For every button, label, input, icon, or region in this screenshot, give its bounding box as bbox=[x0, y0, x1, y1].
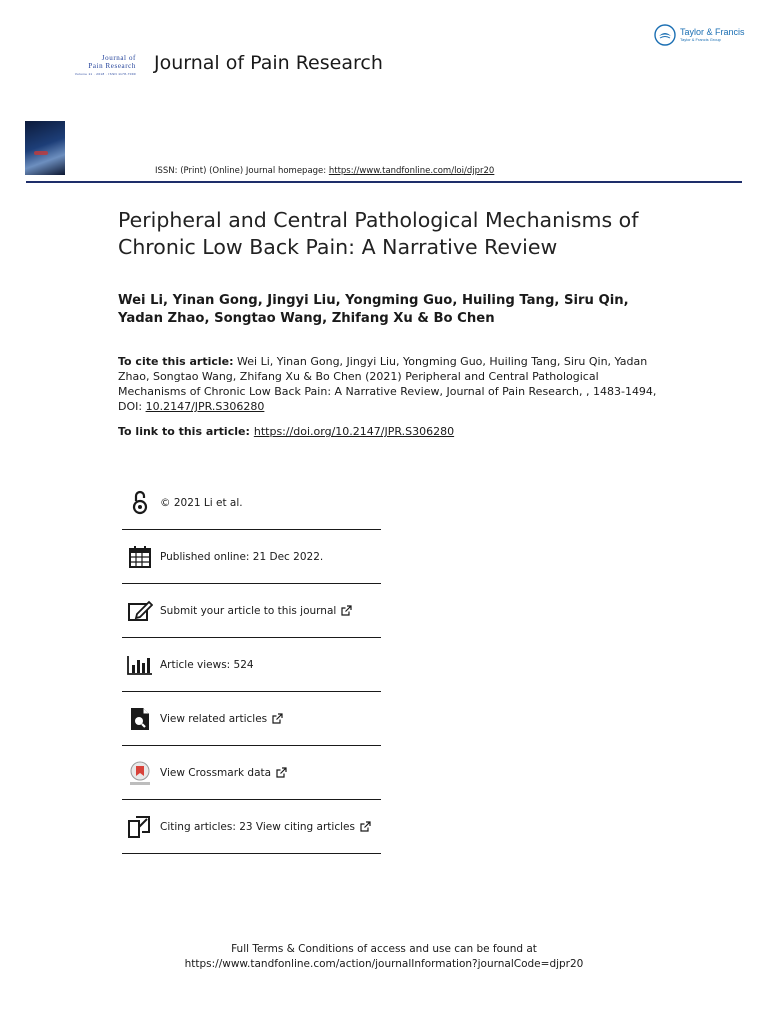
cite-label: To cite this article: bbox=[118, 355, 234, 368]
issn-text: ISSN: (Print) (Online) Journal homepage: bbox=[155, 166, 329, 176]
journal-cover-image bbox=[25, 121, 65, 175]
info-submit[interactable] bbox=[122, 584, 381, 638]
open-access-icon bbox=[126, 489, 154, 517]
publisher-text bbox=[680, 28, 745, 42]
views-text: Article views: 524 bbox=[160, 658, 254, 671]
journal-title: Journal of Pain Research bbox=[154, 52, 383, 74]
journal-logo-line1: Journal of bbox=[101, 54, 136, 62]
info-published bbox=[122, 530, 381, 584]
article-doi-url[interactable]: https://doi.org/10.2147/JPR.S306280 bbox=[253, 425, 455, 438]
link-label: To link to this article: bbox=[118, 425, 250, 438]
info-related[interactable] bbox=[122, 692, 381, 746]
footer-terms-url[interactable]: https://www.tandfonline.com/action/journalInformation?journalCode=djpr20 bbox=[184, 958, 584, 970]
related-link[interactable] bbox=[160, 713, 283, 725]
issn-line bbox=[155, 166, 494, 176]
cite-text: Wei Li, Yinan Gong, Jingyi Liu, Yongming Guo, Huiling Tang, Siru Qin, Yadan Zhao, Songtao Wang, Zhifang Xu & Bo Chen (2021) Peripheral and Central Pathological Mechanisms of Chronic Low Back Pain: A Narrative Review, Journal of Pain Research, , 1483-1494, DOI: bbox=[118, 355, 657, 413]
external-link-icon bbox=[360, 821, 371, 832]
article-authors: Wei Li, Yinan Gong, Jingyi Liu, Yongming Guo, Huiling Tang, Siru Qin, Yadan Zhao, Songtao Wang, Zhifang Xu & Bo Chen bbox=[118, 293, 629, 326]
calendar-icon bbox=[126, 543, 154, 571]
document-search-icon bbox=[126, 705, 154, 733]
publisher-logo[interactable] bbox=[654, 21, 750, 49]
article-link bbox=[118, 424, 658, 439]
related-text: View related articles bbox=[160, 712, 268, 725]
citing-text: Citing articles: 23 View citing articles bbox=[160, 820, 355, 833]
journal-logo bbox=[56, 54, 136, 80]
info-views bbox=[122, 638, 381, 692]
copyright-text: © 2021 Li et al. bbox=[160, 496, 243, 509]
info-citing[interactable] bbox=[122, 800, 381, 854]
external-link-icon bbox=[276, 767, 287, 778]
publisher-group: Taylor & Francis Group bbox=[680, 37, 721, 42]
external-link-icon bbox=[272, 713, 283, 724]
journal-logo-line2: Pain Research bbox=[88, 62, 136, 70]
submit-text: Submit your article to this journal bbox=[160, 604, 337, 617]
info-copyright bbox=[122, 476, 381, 530]
taylor-francis-icon bbox=[654, 24, 676, 46]
citing-link[interactable] bbox=[160, 821, 371, 833]
edit-icon bbox=[126, 597, 154, 625]
submit-link[interactable] bbox=[160, 605, 352, 617]
article-info-list bbox=[122, 476, 381, 854]
journal-homepage-link[interactable]: https://www.tandfonline.com/loi/djpr20 bbox=[328, 166, 495, 176]
publisher-name: Taylor & Francis bbox=[680, 27, 745, 37]
footer-line1: Full Terms & Conditions of access and use can be found at bbox=[231, 943, 537, 955]
crossmark-icon bbox=[126, 759, 154, 787]
published-text: Published online: 21 Dec 2022. bbox=[160, 550, 324, 563]
bar-chart-icon bbox=[126, 651, 154, 679]
citing-articles-icon bbox=[126, 813, 154, 841]
article-title: Peripheral and Central Pathological Mechanisms of Chronic Low Back Pain: A Narrative Review bbox=[118, 208, 639, 259]
journal-logo-line3: Volume 11 · 2018 · ISSN 1178-7090 bbox=[74, 72, 136, 76]
citation bbox=[118, 354, 658, 414]
crossmark-link[interactable] bbox=[160, 767, 287, 779]
cite-doi-link[interactable]: 10.2147/JPR.S306280 bbox=[145, 400, 265, 413]
external-link-icon bbox=[341, 605, 352, 616]
header-divider bbox=[26, 181, 742, 183]
crossmark-text: View Crossmark data bbox=[160, 766, 272, 779]
footer-terms bbox=[0, 942, 768, 972]
info-crossmark[interactable] bbox=[122, 746, 381, 800]
